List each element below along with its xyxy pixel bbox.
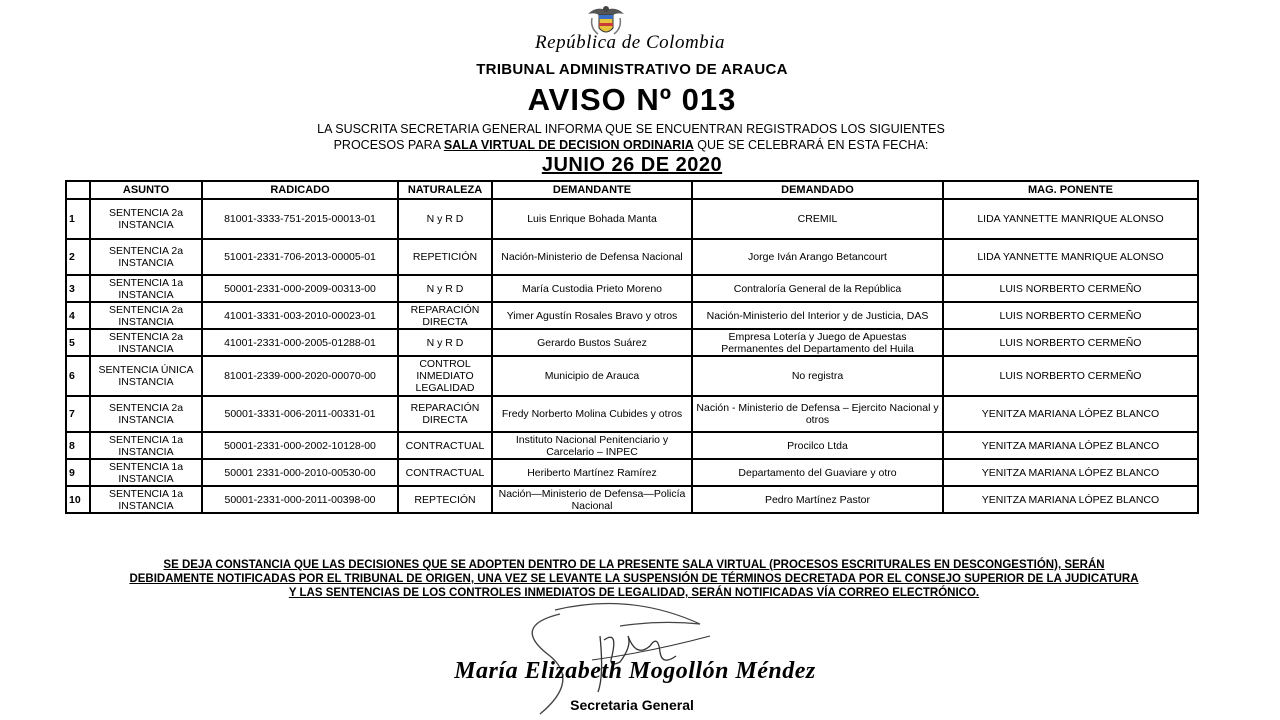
cell-ponente: LUIS NORBERTO CERMEÑO: [943, 275, 1198, 302]
cell-asunto: SENTENCIA 1a INSTANCIA: [90, 432, 202, 459]
column-header-demandante: DEMANDANTE: [492, 181, 692, 199]
cell-radicado: 50001-2331-000-2009-00313-00: [202, 275, 398, 302]
intro-line-2-emphasis: SALA VIRTUAL DE DECISION ORDINARIA: [443, 138, 694, 152]
cell-demandado: Nación-Ministerio del Interior y de Justicia, DAS: [692, 302, 943, 329]
cell-naturaleza: N y R D: [398, 329, 492, 356]
cell-radicado: 50001-3331-006-2011-00331-01: [202, 396, 398, 432]
cell-naturaleza: N y R D: [398, 275, 492, 302]
cell-naturaleza: N y R D: [398, 199, 492, 239]
intro-line-1: LA SUSCRITA SECRETARIA GENERAL INFORMA QUE SE ENCUENTRAN REGISTRADOS LOS SIGUIENTES: [317, 122, 945, 136]
row-number: 10: [66, 486, 90, 513]
row-number: 7: [66, 396, 90, 432]
row-number: 5: [66, 329, 90, 356]
cases-table: [65, 180, 1199, 514]
column-header-demandado: DEMANDADO: [692, 181, 943, 199]
signer-name: María Elizabeth Mogollón Méndez: [454, 658, 816, 684]
cell-demandante: Yimer Agustín Rosales Bravo y otros: [492, 302, 692, 329]
intro-line-2-post: QUE SE CELEBRARÁ EN ESTA FECHA:: [693, 138, 929, 152]
notice-line-3: Y LAS SENTENCIAS DE LOS CONTROLES INMEDIATOS DE LEGALIDAD, SERÁN NOTIFICADAS VÍA CORREO ELECTRÓNICO.: [288, 587, 980, 599]
cell-demandado: Contraloría General de la República: [692, 275, 943, 302]
cell-radicado: 50001-2331-000-2002-10128-00: [202, 432, 398, 459]
table-row: [66, 356, 1198, 396]
cell-ponente: LUIS NORBERTO CERMEÑO: [943, 329, 1198, 356]
cell-demandado: Pedro Martínez Pastor: [692, 486, 943, 513]
row-number: 2: [66, 239, 90, 275]
tribunal-heading: TRIBUNAL ADMINISTRATIVO DE ARAUCA: [476, 61, 788, 78]
cell-demandado: CREMIL: [692, 199, 943, 239]
table-row: [66, 329, 1198, 356]
aviso-title: AVISO Nº 013: [527, 82, 737, 117]
cell-radicado: 81001-2339-000-2020-00070-00: [202, 356, 398, 396]
cell-naturaleza: CONTROL INMEDIATO LEGALIDAD: [398, 356, 492, 396]
cell-naturaleza: CONTRACTUAL: [398, 459, 492, 486]
cell-asunto: SENTENCIA 1a INSTANCIA: [90, 486, 202, 513]
signer-role: Secretaria General: [570, 697, 694, 713]
cell-demandado: Jorge Iván Arango Betancourt: [692, 239, 943, 275]
table-row: [66, 239, 1198, 275]
table-row: [66, 199, 1198, 239]
cell-naturaleza: REPTECIÓN: [398, 486, 492, 513]
column-header-radicado: RADICADO: [202, 181, 398, 199]
cell-radicado: 41001-2331-000-2005-01288-01: [202, 329, 398, 356]
cell-demandante: Instituto Nacional Penitenciario y Carcelario – INPEC: [492, 432, 692, 459]
row-number: 9: [66, 459, 90, 486]
cell-asunto: SENTENCIA 2a INSTANCIA: [90, 329, 202, 356]
table-row: [66, 432, 1198, 459]
intro-line-2-pre: PROCESOS PARA: [333, 138, 444, 152]
cell-demandado: Procilco Ltda: [692, 432, 943, 459]
country-heading: República de Colombia: [535, 32, 725, 53]
cell-demandado: Nación - Ministerio de Defensa – Ejercito Nacional y otros: [692, 396, 943, 432]
cell-demandante: Municipio de Arauca: [492, 356, 692, 396]
row-number: 3: [66, 275, 90, 302]
notice-line-1: SE DEJA CONSTANCIA QUE LAS DECISIONES QUE SE ADOPTEN DENTRO DE LA PRESENTE SALA VIRTUAL (PROCESOS ESCRITURALES EN DESCONGESTIÓN), SERÁN: [163, 559, 1105, 571]
cell-asunto: SENTENCIA 2a INSTANCIA: [90, 302, 202, 329]
cell-demandante: Nación—Ministerio de Defensa—Policía Nacional: [492, 486, 692, 513]
cell-demandante: Fredy Norberto Molina Cubides y otros: [492, 396, 692, 432]
row-number: 8: [66, 432, 90, 459]
cell-ponente: LIDA YANNETTE MANRIQUE ALONSO: [943, 199, 1198, 239]
cell-naturaleza: REPARACIÓN DIRECTA: [398, 302, 492, 329]
table-header-row: [66, 181, 1198, 199]
cell-asunto: SENTENCIA 2a INSTANCIA: [90, 396, 202, 432]
cell-demandado: No registra: [692, 356, 943, 396]
notice-line-2: DEBIDAMENTE NOTIFICADAS POR EL TRIBUNAL DE ORIGEN, UNA VEZ SE LEVANTE LA SUSPENSIÓN DE TÉRMINOS DECRETADA POR EL CONSEJO SUPERIOR DE LA JUDICATURA: [129, 573, 1139, 585]
cell-ponente: LUIS NORBERTO CERMEÑO: [943, 302, 1198, 329]
cell-demandante: Luis Enrique Bohada Manta: [492, 199, 692, 239]
table-row: [66, 396, 1198, 432]
row-number: 6: [66, 356, 90, 396]
table-row: [66, 459, 1198, 486]
cell-demandante: Gerardo Bustos Suárez: [492, 329, 692, 356]
cell-demandante: Heriberto Martínez Ramírez: [492, 459, 692, 486]
cell-asunto: SENTENCIA 2a INSTANCIA: [90, 199, 202, 239]
cell-ponente: LIDA YANNETTE MANRIQUE ALONSO: [943, 239, 1198, 275]
cell-demandado: Departamento del Guaviare y otro: [692, 459, 943, 486]
cell-radicado: 50001-2331-000-2011-00398-00: [202, 486, 398, 513]
cell-ponente: YENITZA MARIANA LÓPEZ BLANCO: [943, 486, 1198, 513]
cell-naturaleza: REPETICIÓN: [398, 239, 492, 275]
cell-ponente: YENITZA MARIANA LÓPEZ BLANCO: [943, 459, 1198, 486]
cell-demandante: Nación-Ministerio de Defensa Nacional: [492, 239, 692, 275]
cell-naturaleza: CONTRACTUAL: [398, 432, 492, 459]
column-header-naturaleza: NATURALEZA: [398, 181, 492, 199]
cell-demandante: María Custodia Prieto Moreno: [492, 275, 692, 302]
cell-radicado: 41001-3331-003-2010-00023-01: [202, 302, 398, 329]
cell-asunto: SENTENCIA 1a INSTANCIA: [90, 275, 202, 302]
cell-demandado: Empresa Lotería y Juego de Apuestas Permanentes del Departamento del Huila: [692, 329, 943, 356]
cell-ponente: YENITZA MARIANA LÓPEZ BLANCO: [943, 396, 1198, 432]
table-row: [66, 486, 1198, 513]
intro-line-2: [0, 138, 1262, 152]
notice-paragraph: [60, 558, 1208, 600]
column-header-ponente: MAG. PONENTE: [943, 181, 1198, 199]
cell-asunto: SENTENCIA 1a INSTANCIA: [90, 459, 202, 486]
table-row: [66, 302, 1198, 329]
column-header-asunto: ASUNTO: [90, 181, 202, 199]
cell-naturaleza: REPARACIÓN DIRECTA: [398, 396, 492, 432]
cell-radicado: 51001-2331-706-2013-00005-01: [202, 239, 398, 275]
cell-ponente: LUIS NORBERTO CERMEÑO: [943, 356, 1198, 396]
cell-asunto: SENTENCIA 2a INSTANCIA: [90, 239, 202, 275]
cell-radicado: 50001 2331-000-2010-00530-00: [202, 459, 398, 486]
cell-ponente: YENITZA MARIANA LÓPEZ BLANCO: [943, 432, 1198, 459]
row-number: 4: [66, 302, 90, 329]
table-row: [66, 275, 1198, 302]
session-date: JUNIO 26 DE 2020: [541, 154, 723, 176]
row-number: 1: [66, 199, 90, 239]
cell-radicado: 81001-3333-751-2015-00013-01: [202, 199, 398, 239]
column-header-number: [66, 181, 90, 199]
cell-asunto: SENTENCIA ÚNICA INSTANCIA: [90, 356, 202, 396]
